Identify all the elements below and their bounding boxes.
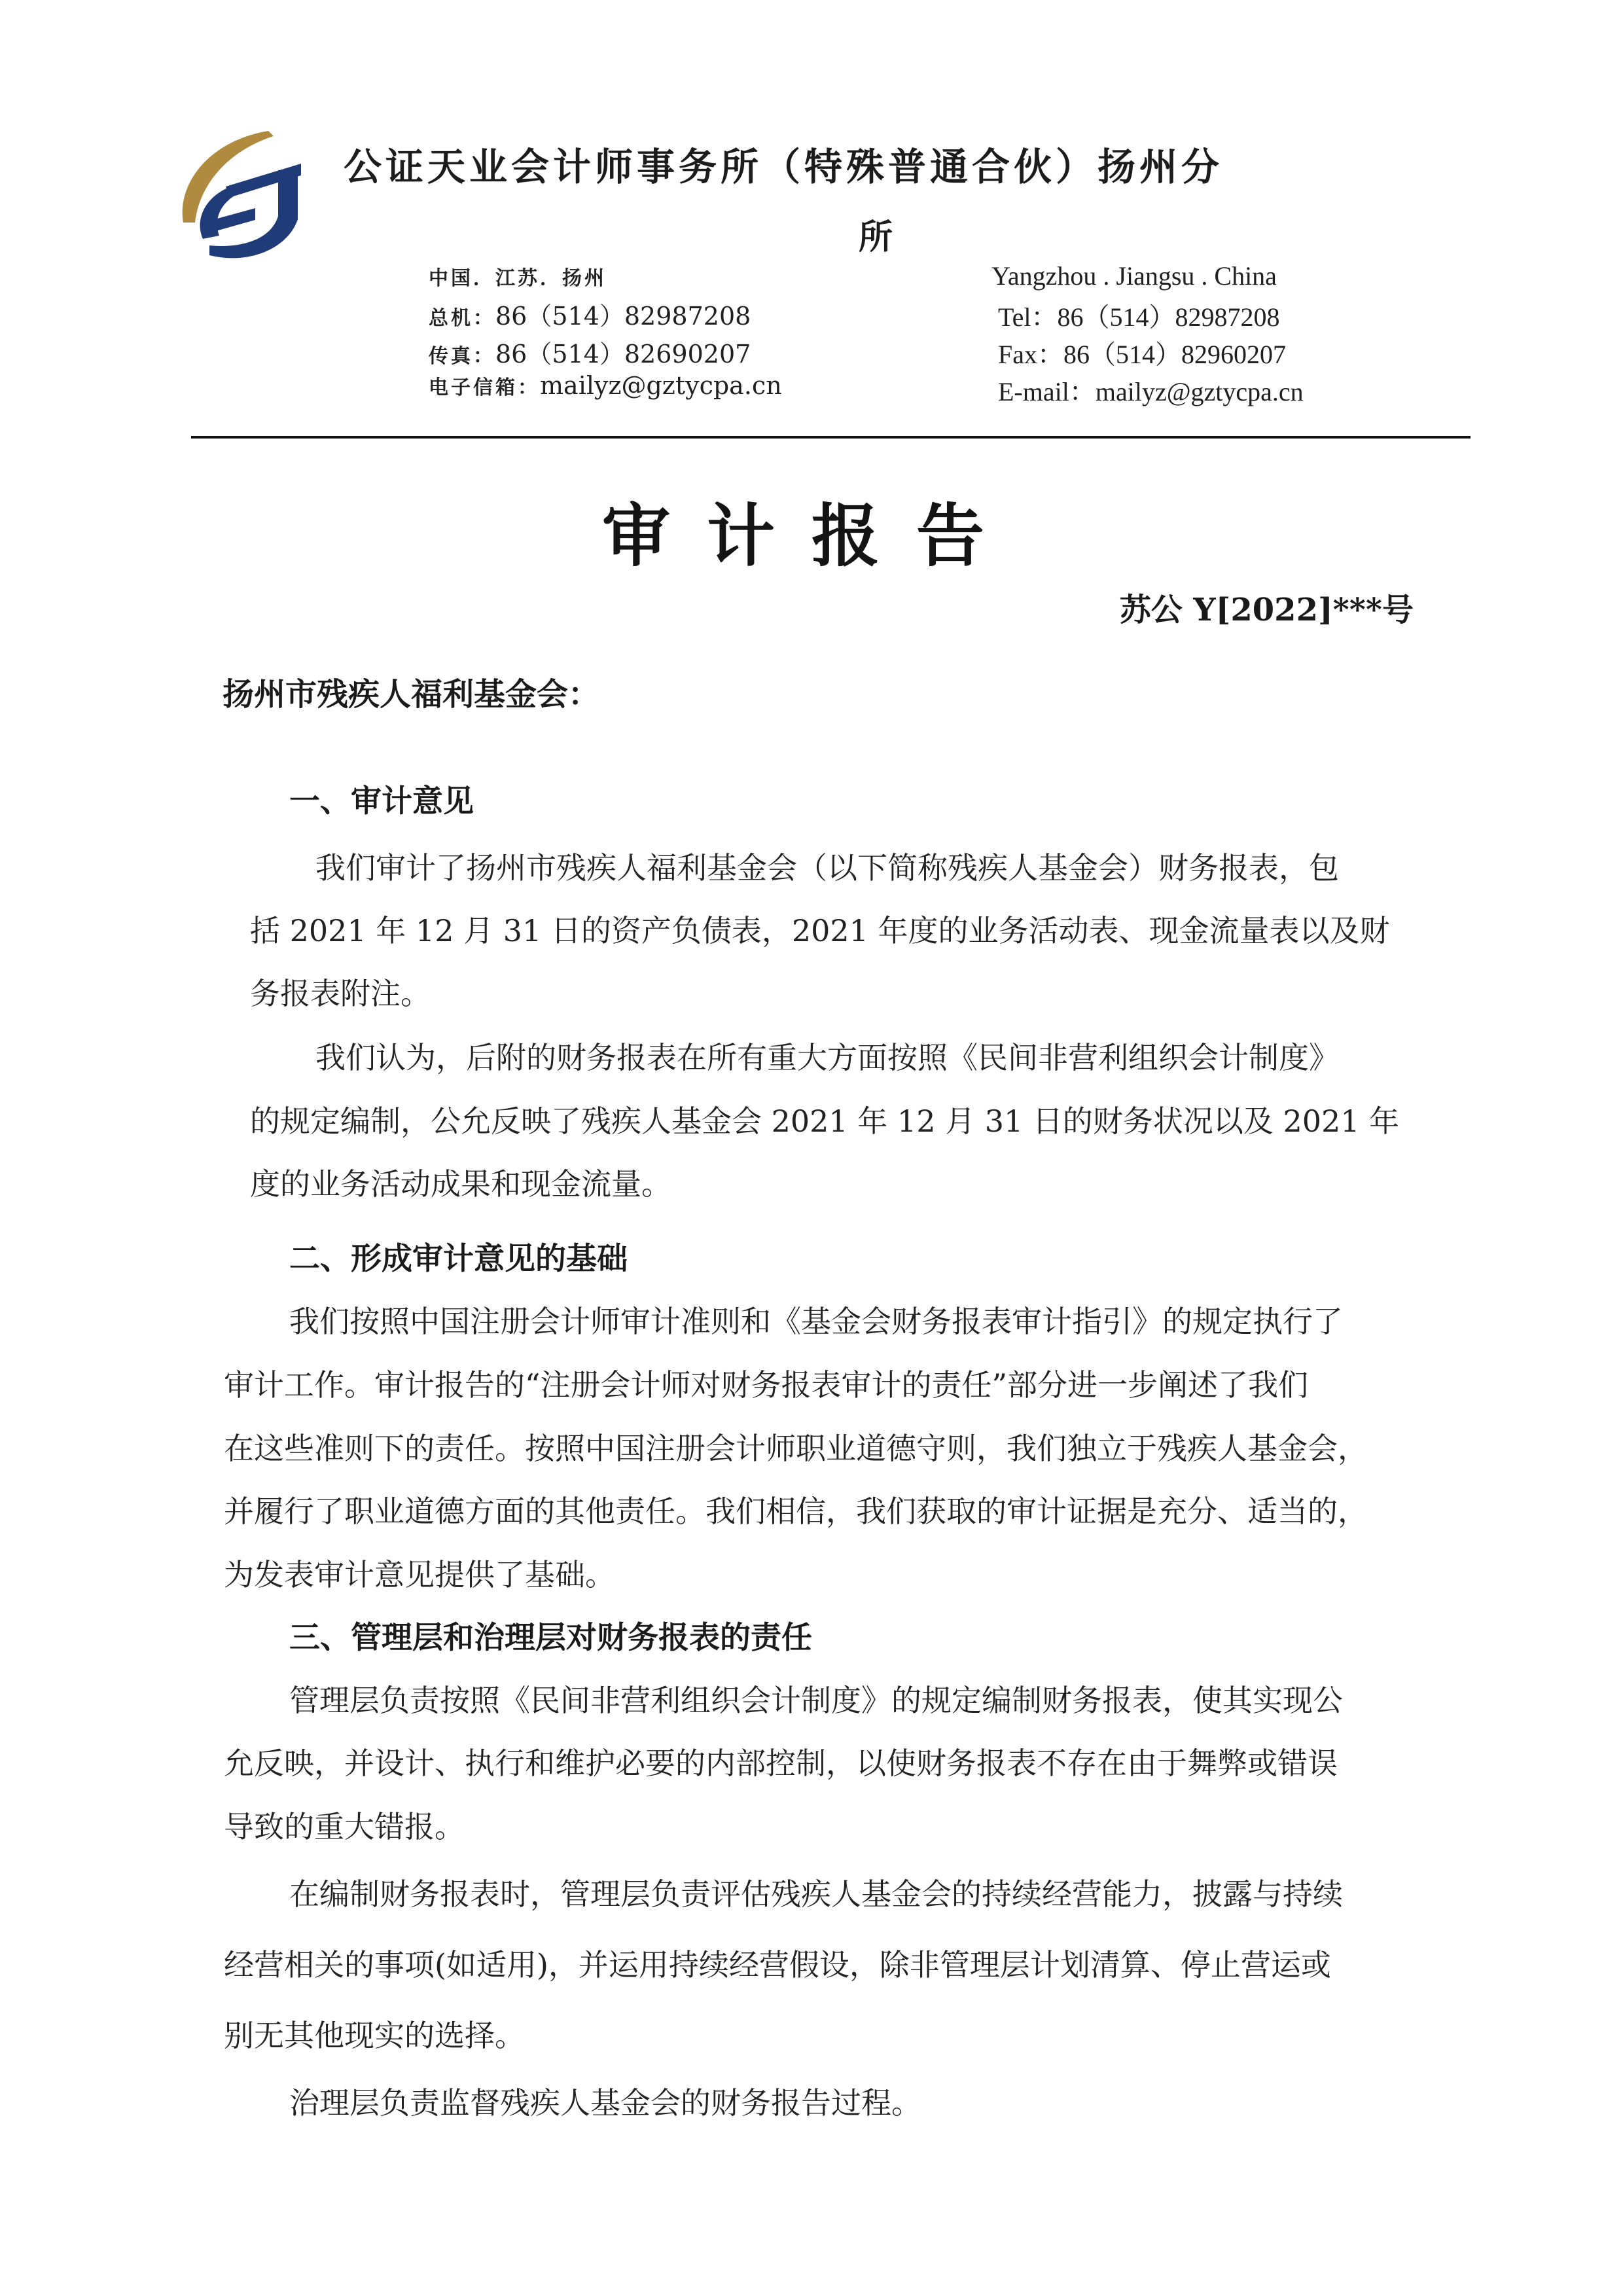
body-line: 经营相关的事项(如适用)，并运用持续经营假设，除非管理层计划清算、停止营运或 bbox=[224, 1947, 1331, 1982]
report-addressee: 扬州市残疾人福利基金会： bbox=[223, 676, 600, 713]
en-phone: Tel：86（514）82987208 bbox=[998, 302, 1280, 332]
body-line: 度的业务活动成果和现金流量。 bbox=[250, 1166, 671, 1202]
body-line: 审计工作。审计报告的“注册会计师对财务报表审计的责任”部分进一步阐述了我们 bbox=[224, 1367, 1309, 1403]
body-line: 在这些准则下的责任。按照中国注册会计师职业道德守则，我们独立于残疾人基金会， bbox=[224, 1431, 1368, 1466]
body-line: 为发表审计意见提供了基础。 bbox=[224, 1557, 615, 1592]
firm-logo-icon bbox=[164, 124, 311, 272]
body-line: 我们按照中国注册会计师审计准则和《基金会财务报表审计指引》的规定执行了 bbox=[289, 1304, 1343, 1339]
en-fax: Fax：86（514）82960207 bbox=[998, 340, 1286, 369]
en-email: E-mail：mailyz@gztycpa.cn bbox=[998, 377, 1304, 406]
body-line: 务报表附注。 bbox=[250, 976, 431, 1011]
section-heading: 三、管理层和治理层对财务报表的责任 bbox=[289, 1620, 812, 1656]
body-line: 导致的重大错报。 bbox=[224, 1809, 465, 1844]
body-line: 并履行了职业道德方面的其他责任。我们相信，我们获取的审计证据是充分、适当的， bbox=[224, 1494, 1368, 1529]
body-line: 括 2021 年 12 月 31 日的资产负债表，2021 年度的业务活动表、现金流量表以及财 bbox=[250, 913, 1390, 948]
body-line: 在编制财务报表时，管理层负责评估残疾人基金会的持续经营能力，披露与持续 bbox=[289, 1876, 1343, 1912]
report-title: 审计报告 bbox=[601, 496, 1021, 576]
cn-phone: 总机：86（514）82987208 bbox=[429, 302, 751, 331]
cn-email: 电子信箱：mailyz@gztycpa.cn bbox=[429, 371, 782, 400]
en-location: Yangzhou . Jiangsu . China bbox=[991, 261, 1277, 291]
report-number: 苏公 Y[2022]***号 bbox=[1119, 592, 1414, 628]
section-heading: 二、形成审计意见的基础 bbox=[289, 1241, 628, 1277]
body-line: 我们审计了扬州市残疾人福利基金会（以下简称残疾人基金会）财务报表，包 bbox=[315, 850, 1339, 886]
body-line: 管理层负责按照《民间非营利组织会计制度》的规定编制财务报表，使其实现公 bbox=[289, 1683, 1343, 1718]
body-line: 别无其他现实的选择。 bbox=[224, 2018, 525, 2053]
section-heading: 一、审计意见 bbox=[289, 783, 474, 819]
body-line: 治理层负责监督残疾人基金会的财务报告过程。 bbox=[289, 2085, 921, 2121]
header-divider bbox=[191, 436, 1471, 439]
body-line: 的规定编制，公允反映了残疾人基金会 2021 年 12 月 31 日的财务状况以及 2021 年 bbox=[250, 1103, 1400, 1139]
firm-name-continuation: 所 bbox=[859, 218, 893, 257]
firm-name: 公证天业会计师事务所（特殊普通合伙）扬州分 bbox=[344, 145, 1224, 189]
cn-fax: 传真：86（514）82690207 bbox=[429, 340, 751, 368]
body-line: 允反映，并设计、执行和维护必要的内部控制，以使财务报表不存在由于舞弊或错误 bbox=[224, 1746, 1338, 1781]
body-line: 我们认为，后附的财务报表在所有重大方面按照《民间非营利组织会计制度》 bbox=[315, 1040, 1339, 1075]
cn-location: 中国．江苏．扬州 bbox=[429, 267, 607, 290]
